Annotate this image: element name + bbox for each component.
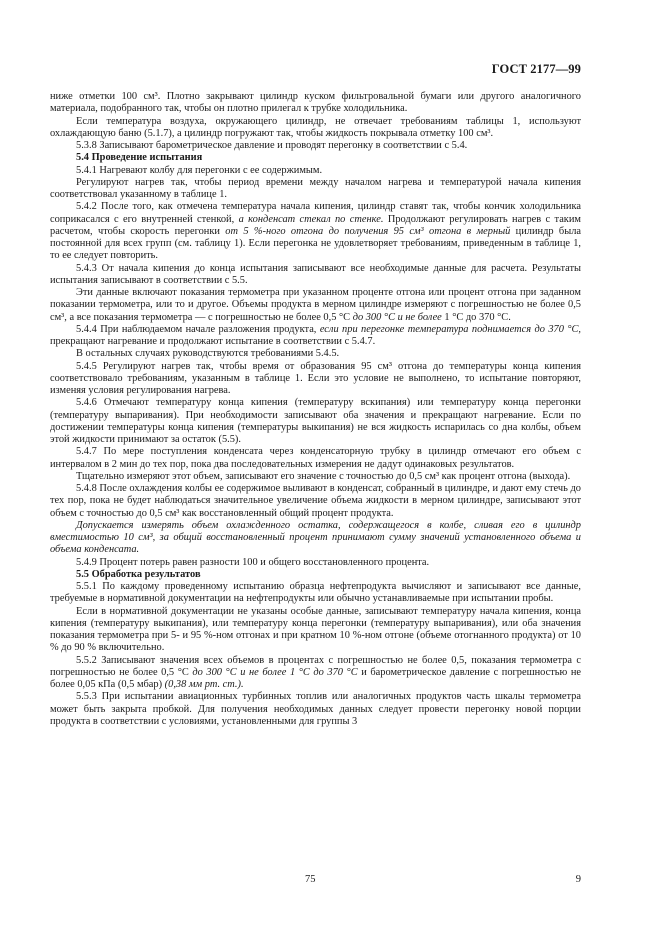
paragraph: 5.4.7 По мере поступления конденсата через конденсаторную трубку в цилиндр отмечают его объем с интервалом в 2 мин до тех пор, пока два последовательных измерения не дадут одинаковых результатов.	[50, 446, 581, 470]
paragraph: Если в нормативной документации не указаны особые данные, записывают температуру начала кипения, конца кипения (температуру выкипания), или температуру конца перегонки (температуру выпаривания), или оба значения показания термометра при 5- и 95 %-ном отгонах и при кратном 10 %-ном отгоне (объеме отогнанного продукта) от 10 % до 90 % включительно.	[50, 605, 581, 654]
document-header: ГОСТ 2177—99	[491, 62, 581, 76]
text-run-italic: до 300 °С и не более 1 °С до 370 °С	[192, 666, 358, 678]
text-run-italic: от 5 %-ного отгона до получения 95 см³ отгона в мерный	[225, 225, 511, 237]
text-run-italic: а конденсат стекал по стенке.	[238, 213, 384, 225]
paragraph: В остальных случаях руководствуются требованиями 5.4.5.	[76, 348, 340, 360]
paragraph	[50, 201, 581, 262]
paragraph: 5.4.1 Нагревают колбу для перегонки с ее содержимым.	[76, 164, 323, 176]
paragraph: 5.4.6 Отмечают температуру конца кипения (температуру вскипания) или температуру конца перегонки (температуру выпаривания). При необходимости записывают оба значения и прекращают нагревание. Если по достижении температуры конца кипения (температуры выкипания) не вся жидкость испарилась со дна колбы, объем этой жидкости принимают за остаток (5.5).	[50, 397, 581, 445]
text-run: 5.4.2 После того, как отмечена температура начала кипения, цилиндр ставят так, чтобы кончик холодильника соприкасался с его внутренней стенкой,	[50, 201, 581, 225]
text-run: 1 °С до 370 °С.	[441, 311, 511, 323]
text-run: цилиндр была постоянной для всех групп (см. таблицу 1). Если перегонка не удовлетворяет требованиям, приведенным в таблице 1, то ее следует повторить.	[50, 225, 581, 262]
page-number-right: 9	[575, 874, 581, 885]
text-run: Эти данные включают показания термометра при указанном проценте отгона или процент отгона при заданном показании термометра, или то и другое. Объемы продукта в мерном цилиндре измеряют с погрешностью не более 0,5 см³, а все показания термометра — с погрешностью не более 0,5 °С	[50, 287, 581, 323]
document-page	[50, 0, 581, 936]
paragraph: 5.4.8 После охлаждения колбы ее содержимое выливают в конденсат, собранный в цилиндре, и дают ему стечь до тех пор, пока не будет наблюдаться значительное увеличение объема жидкости в мерном цилиндре, записывают этот объем с точностью до 0,5 см³ как восстановленный общий процент продукта.	[50, 483, 581, 519]
text-run-italic: (0,38 мм рт. ст.).	[164, 679, 244, 690]
text-run: 5.4.4 При наблюдаемом начале разложения продукта,	[76, 323, 320, 335]
paragraph	[50, 287, 581, 324]
section-heading: 5.4 Проведение испытания	[76, 152, 203, 164]
text-run-italic: если при перегонке температура поднимается до 370 °С,	[319, 323, 582, 335]
text-run: Продолжают регулировать нагрев с таким расчетом, чтобы скорость перегонки	[50, 213, 581, 237]
paragraph	[50, 324, 581, 349]
paragraph: 5.4.9 Процент потерь равен разности 100 и общего восстановленного процента.	[76, 556, 430, 568]
text-run: 5.5.2 Записывают значения всех объемов в процентах с погрешностью не более 0,5, показания термометра с погрешностью не более 0,5 °С	[50, 654, 581, 678]
paragraph: 5.5.1 По каждому проведенному испытанию образца нефтепродукта вычисляют и записывают все данные, требуемые в нормативной документации на нефтепродукты или обычно устанавливаемые при испытании пробы.	[50, 581, 581, 605]
paragraph: Регулируют нагрев так, чтобы период времени между началом нагрева и температурой начала кипения соответствовал указанному в таблице 1.	[50, 176, 581, 200]
paragraph: 5.5.3 При испытании авиационных турбинных топлив или аналогичных продуктов часть шкалы термометра может быть закрыта пробкой. Для получения необходимых данных следует провести перегонку новой порции продукта в соответствии с условиями, установленными для группы 3	[50, 691, 581, 727]
paragraph: 5.4.3 От начала кипения до конца испытания записывают все необходимые данные для расчета. Результаты испытания записывают в соответствии с 5.5.	[50, 262, 581, 286]
paragraph: Если температура воздуха, окружающего цилиндр, не отвечает требованиям таблицы 1, используют охлаждающую баню (5.1.7), а цилиндр погружают так, чтобы жидкость покрывала отметку 100 см³.	[50, 115, 581, 139]
document-body	[50, 91, 581, 728]
paragraph: ниже отметки 100 см³. Плотно закрывают цилиндр куском фильтровальной бумаги или другого аналогичного материала, подобранного так, чтобы он плотно прилегал к трубке холодильника.	[50, 91, 581, 115]
text-run-italic: до 300 °С и не более	[352, 311, 442, 323]
paragraph	[50, 655, 581, 692]
paragraph: 5.3.8 Записывают барометрическое давление и проводят перегонку в соответствии с 5.4.	[76, 140, 468, 151]
paragraph-italic: Допускается измерять объем охлажденного остатка, содержащегося в колбе, сливая его в цилиндр вместимостью 10 см³, за общий восстановленный процент принимают сумму значений установленного объема и объема конденсата.	[50, 519, 581, 556]
text-run: и барометрическое давление с погрешностью не более 0,05 кПа (0,5 мбар)	[50, 666, 582, 690]
page-number-center: 75	[305, 874, 316, 885]
section-heading: 5.5 Обработка результатов	[76, 568, 201, 580]
paragraph: 5.4.5 Регулируют нагрев так, чтобы время от образования 95 см³ отгона до температуры конца кипения соответствовало требованиям, указанным в таблице 1. Если это условие не выполнено, то испытание повторяют, изменяя условия регулирования нагрева.	[50, 360, 581, 396]
paragraph: Тщательно измеряют этот объем, записывают его значение с точностью до 0,5 см³ как процент отгона (выхода).	[76, 470, 571, 482]
text-run: прекращают нагревание и продолжают испытание в соответствии с 5.4.7.	[50, 336, 376, 347]
